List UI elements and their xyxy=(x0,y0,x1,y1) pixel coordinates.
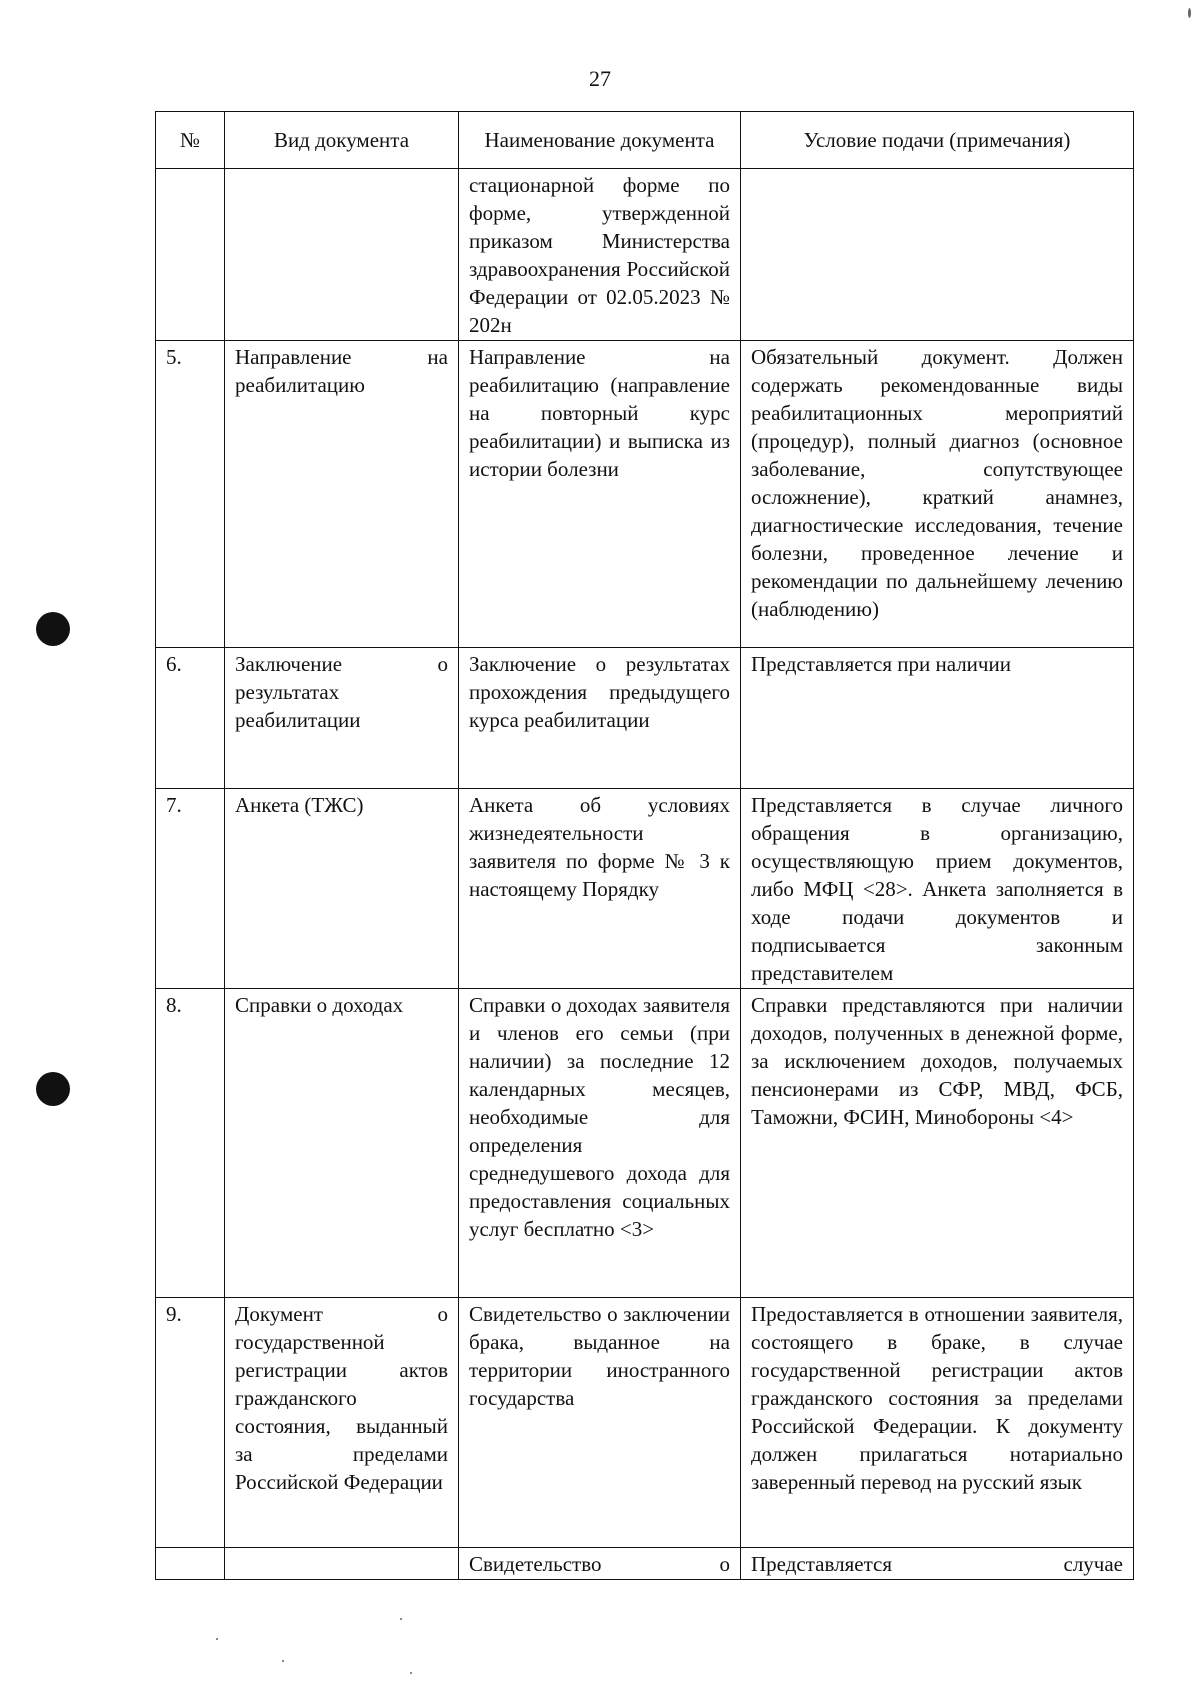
row-document-name: Справки о доходах заявителя и членов его семьи (при наличии) за последние 12 календарных месяцев, необходимые для определения среднедушевого дохода для предоставления социальных услуг бесплатно <3> xyxy=(459,989,741,1298)
row-document-name: Свидетельство о заключении брака, выданное на территории иностранного государства xyxy=(459,1298,741,1548)
scan-speck xyxy=(216,1638,218,1640)
scan-speck xyxy=(282,1660,284,1662)
header-submission-condition: Условие подачи (примечания) xyxy=(741,112,1134,169)
header-number: № xyxy=(156,112,225,169)
row-condition: Представляется случае xyxy=(741,1548,1134,1580)
hole-punch-mark xyxy=(36,1072,70,1106)
row-document-name: Анкета об условиях жизнедеятельности заявителя по форме № 3 к настоящему Порядку xyxy=(459,789,741,989)
scan-speck xyxy=(410,1672,412,1674)
table-row xyxy=(156,648,1134,789)
header-document-type: Вид документа xyxy=(225,112,459,169)
row-document-type: Заключение о результатах реабилитации xyxy=(225,648,459,789)
row-document-type: Направление на реабилитацию xyxy=(225,341,459,648)
table-row xyxy=(156,169,1134,341)
row-condition: Справки представляются при наличии доходов, полученных в денежной форме, за исключением доходов, получаемых пенсионерами из СФР, МВД, ФСБ, Таможни, ФСИН, Минобороны <4> xyxy=(741,989,1134,1298)
row-document-name: Направление на реабилитацию (направление на повторный курс реабилитации) и выписка из истории болезни xyxy=(459,341,741,648)
table-row xyxy=(156,989,1134,1298)
row-document-type: Анкета (ТЖС) xyxy=(225,789,459,989)
table-row xyxy=(156,1548,1134,1580)
documents-table xyxy=(155,111,1134,1580)
row-number: 9. xyxy=(156,1298,225,1548)
table-row xyxy=(156,789,1134,989)
row-number: 6. xyxy=(156,648,225,789)
row-condition: Представляется при наличии xyxy=(741,648,1134,789)
table-row xyxy=(156,1298,1134,1548)
scan-speck xyxy=(400,1618,402,1620)
table-header-row xyxy=(156,112,1134,169)
scan-speck xyxy=(1188,8,1191,18)
row-condition: Представляется в случае личного обращения в организацию, осуществляющую прием документов, либо МФЦ <28>. Анкета заполняется в ходе подачи документов и подписывается законным представителем xyxy=(741,789,1134,989)
row-document-type: Документ о государственной регистрации актов гражданского состояния, выданный за пределами Российской Федерации xyxy=(225,1298,459,1548)
hole-punch-mark xyxy=(36,612,70,646)
header-document-name: Наименование документа xyxy=(459,112,741,169)
row-number: 5. xyxy=(156,341,225,648)
row-document-type xyxy=(225,169,459,341)
row-number xyxy=(156,169,225,341)
row-document-name: стационарной форме по форме, утвержденной приказом Министерства здравоохранения Российской Федерации от 02.05.2023 № 202н xyxy=(459,169,741,341)
row-document-type: Справки о доходах xyxy=(225,989,459,1298)
row-condition: Обязательный документ. Должен содержать рекомендованные виды реабилитационных мероприятий (процедур), полный диагноз (основное заболевание, сопутствующее осложнение), краткий анамнез, диагностические исследования, течение болезни, проведенное лечение и рекомендации по дальнейшему лечению (наблюдению) xyxy=(741,341,1134,648)
row-document-name: Заключение о результатах прохождения предыдущего курса реабилитации xyxy=(459,648,741,789)
page-number: 27 xyxy=(589,66,611,91)
row-document-type xyxy=(225,1548,459,1580)
row-document-name: Свидетельство о xyxy=(459,1548,741,1580)
row-number: 8. xyxy=(156,989,225,1298)
row-condition xyxy=(741,169,1134,341)
row-condition: Предоставляется в отношении заявителя, состоящего в браке, в случае государственной регистрации актов гражданского состояния за пределами Российской Федерации. К документу должен прилагаться нотариально заверенный перевод на русский язык xyxy=(741,1298,1134,1548)
table-row xyxy=(156,341,1134,648)
row-number xyxy=(156,1548,225,1580)
row-number: 7. xyxy=(156,789,225,989)
